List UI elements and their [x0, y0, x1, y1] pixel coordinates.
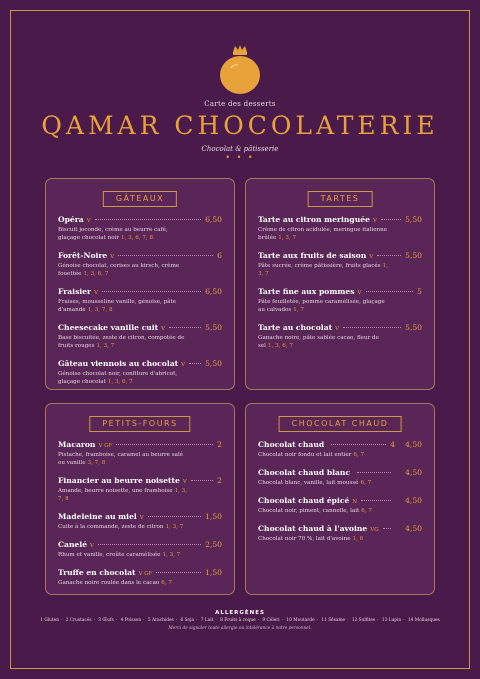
menu-item: [58, 568, 222, 587]
item-price: 1,50: [205, 568, 222, 577]
item-price-small: 4: [390, 440, 396, 449]
page-title: QAMAR CHOCOLATERIE: [41, 111, 439, 140]
item-description: Fraises, mousseline vanille, génoise, pâte d'amande: [58, 299, 177, 313]
section-chocolat-chaud: [245, 403, 435, 595]
item-allergens: 1, 3, 7: [162, 552, 181, 558]
item-diet-tag: V GF: [138, 571, 153, 577]
item-price: 6,50: [205, 215, 222, 224]
item-description: Ganache noire roulée dans le cacao: [58, 580, 160, 586]
item-description: Génoise chocolat, cerises au kirsch, crème fouettée: [58, 263, 180, 277]
page-tagline: Chocolat & pâtisserie: [201, 145, 279, 153]
allergen-item: 13 Lupin: [381, 618, 402, 623]
section-title: PETITS-FOURS: [89, 416, 190, 432]
menu-item: [258, 287, 422, 314]
allergen-item: 8 Fruits à coque: [220, 618, 256, 623]
section-gateaux: [45, 178, 235, 390]
item-diet-tag: V: [94, 290, 99, 296]
section-title: GÂTEAUX: [103, 191, 177, 207]
menu-item: [58, 512, 222, 531]
item-name: Chocolat chaud épicé: [258, 496, 350, 505]
item-description: Cuite à la commande, zeste de citron: [58, 524, 164, 530]
item-diet-tag: V: [181, 362, 186, 368]
allergen-item: 4 Poisson: [120, 618, 142, 623]
item-name: Truffe en chocolat: [58, 568, 136, 577]
item-allergens: 1, 6: [352, 536, 364, 542]
item-price: 5,50: [405, 215, 422, 224]
menu-item: [258, 215, 422, 242]
item-price: 2: [217, 476, 222, 485]
menu-item: [58, 440, 222, 467]
item-price-large: 4,50: [405, 496, 422, 505]
item-name: Forêt-Noire: [58, 251, 108, 260]
item-name: Madeleine au miel: [58, 512, 137, 521]
item-diet-tag: VG: [370, 527, 379, 533]
allergen-item: 9 Céleri: [262, 618, 280, 623]
menu-item: [258, 323, 422, 350]
item-diet-tag: V: [90, 543, 95, 549]
item-allergens: 6, 7: [361, 508, 372, 514]
item-allergens: 1, 7: [293, 307, 304, 313]
allergen-item: 5 Arachides: [147, 618, 174, 623]
item-allergens: 3, 7, 8: [87, 460, 106, 466]
item-price: 2,50: [205, 540, 222, 549]
item-description: Rhum et vanille, croûte caramélisée: [58, 552, 161, 558]
item-diet-tag: V: [139, 515, 144, 521]
section-petits-fours: [45, 403, 235, 595]
allergen-item: 1 Gluten: [40, 618, 59, 623]
item-description: Chocolat noir fondu et lait entier: [258, 452, 352, 458]
menu-item: [258, 251, 422, 278]
item-name: Tarte fine aux pommes: [258, 287, 355, 296]
item-allergens: 1, 3, 7: [165, 524, 184, 530]
item-description: Chocolat noir, piment, cannelle, lait: [258, 508, 360, 514]
decorative-dots: • • •: [225, 153, 255, 162]
allergens-note: Merci de signaler toute allergie ou intolérance à notre personnel.: [168, 626, 312, 631]
item-name: Financier au beurre noisette: [58, 476, 180, 485]
menu-item: [58, 359, 222, 386]
item-description: Biscuit joconde, crème au beurre café, glaçage chocolat noir: [58, 227, 168, 241]
allergens-list: 1 Gluten · 2 Crustacés · 3 Œufs · 4 Poisson · 5 Arachides · 6 Soja · 7 Lait · 8 Fruits à coque · 9 Céleri · 10 Moutarde · 11 Sésame · 12 Sulfites · 13 Lupin · 14 Mollusques: [40, 618, 440, 623]
menu-item: [58, 251, 222, 278]
allergens-title: ALLERGÈNES: [215, 610, 265, 616]
item-description: Génoise chocolat noir, confiture d'abricot, glaçage chocolat: [58, 371, 178, 385]
item-description: Ganache noire, pâte sablée cacao, fleur de sel: [258, 335, 379, 349]
section-tartes: [245, 178, 435, 390]
menu-item: [58, 215, 222, 242]
item-price: 6,50: [205, 287, 222, 296]
item-name: Fraisier: [58, 287, 92, 296]
item-diet-tag: V: [369, 254, 374, 260]
item-description: Chocolat blanc, vanille, lait moussé: [258, 480, 359, 486]
item-name: Gâteau viennois au chocolat: [58, 359, 179, 368]
item-price: 5,50: [205, 359, 222, 368]
item-description: Base biscuitée, zeste de citron, compotée de fruits rouges: [58, 335, 185, 349]
item-price: 5,50: [205, 323, 222, 332]
item-allergens: 6, 7: [161, 580, 172, 586]
item-diet-tag: V: [161, 326, 166, 332]
item-allergens: 6, 7: [360, 480, 372, 486]
item-diet-tag: V: [182, 479, 187, 485]
item-description: Amande, beurre noisette, une framboise: [58, 488, 173, 494]
item-allergens: 1, 3, 6, 7, 8: [121, 235, 154, 241]
item-price: 6: [217, 251, 222, 260]
menu-item: [58, 287, 222, 314]
allergen-item: 11 Sésame: [321, 618, 346, 623]
item-allergens: 1, 3, 7, 8: [58, 488, 188, 502]
item-price-large: 4,50: [405, 468, 422, 477]
item-price: 1,50: [205, 512, 222, 521]
allergen-item: 2 Crustacés: [65, 618, 92, 623]
allergen-item: 10 Moutarde: [286, 618, 315, 623]
item-diet-tag: V GF: [98, 443, 113, 449]
item-diet-tag: V: [335, 326, 340, 332]
menu-item: [258, 468, 422, 487]
item-diet-tag: V: [357, 290, 362, 296]
item-description: Pistache, framboise, caramel au beurre salé ou vanille: [58, 452, 184, 466]
item-name: Canelé: [58, 540, 88, 549]
item-diet-tag: V: [86, 218, 91, 224]
allergen-item: 14 Mollusques: [407, 618, 440, 623]
item-price-large: 4,50: [405, 524, 422, 533]
item-price: 5: [417, 287, 422, 296]
item-price: 2: [217, 440, 222, 449]
item-allergens: 1, 3, 7: [278, 235, 297, 241]
item-allergens: 1, 3, 6, 7: [267, 343, 293, 349]
item-allergens: 1, 3, 6, 7: [83, 271, 109, 277]
menu-item: [58, 540, 222, 559]
allergen-item: 3 Œufs: [98, 618, 114, 623]
item-description: Crème de citron acidulée, meringue italienne brûlée: [258, 227, 388, 241]
item-description: Chocolat noir 70 %, lait d'avoine: [258, 536, 351, 542]
item-name: Chocolat chaud blanc: [258, 468, 351, 477]
item-diet-tag: V: [372, 218, 377, 224]
section-title: TARTES: [308, 191, 373, 207]
item-price: 5,50: [405, 251, 422, 260]
item-name: Macaron: [58, 440, 96, 449]
allergen-item: 12 Sulfites: [351, 618, 376, 623]
item-name: Opéra: [58, 215, 84, 224]
menu-kicker: Carte des desserts: [204, 100, 276, 108]
menu-item: [258, 524, 422, 543]
item-allergens: 6, 7: [353, 452, 365, 458]
item-description: Pâte feuilletée, pomme caramélisée, glaçage au calvados: [258, 299, 385, 313]
item-price: 5,50: [405, 323, 422, 332]
item-name: Chocolat chaud à l'avoine: [258, 524, 368, 533]
section-title: CHOCOLAT CHAUD: [279, 416, 402, 432]
item-price-large: 4,50: [405, 440, 422, 449]
item-allergens: 1, 3, 7, 8: [87, 307, 113, 313]
item-name: Tarte aux fruits de saison: [258, 251, 367, 260]
menu-item: [258, 496, 422, 515]
menu-item: [258, 440, 422, 459]
item-name: Cheesecake vanille cuit: [58, 323, 159, 332]
menu-item: [58, 476, 222, 503]
item-name: Tarte au citron meringuée: [258, 215, 370, 224]
item-allergens: 1, 3, 6, 7: [107, 379, 133, 385]
item-diet-tag: N: [352, 499, 358, 505]
item-diet-tag: V: [110, 254, 115, 260]
item-name: Tarte au chocolat: [258, 323, 333, 332]
item-description: Pâte sucrée, crème pâtissière, fruits glacés: [258, 263, 381, 269]
item-allergens: 1, 3, 7: [96, 343, 115, 349]
item-name: Chocolat chaud: [258, 440, 325, 449]
item-allergens: 1, 3, 7: [258, 263, 388, 277]
allergen-item: 6 Soja: [180, 618, 195, 623]
menu-item: [58, 323, 222, 350]
allergen-item: 7 Lait: [200, 618, 214, 623]
pomegranate-logo-icon: [216, 44, 264, 96]
